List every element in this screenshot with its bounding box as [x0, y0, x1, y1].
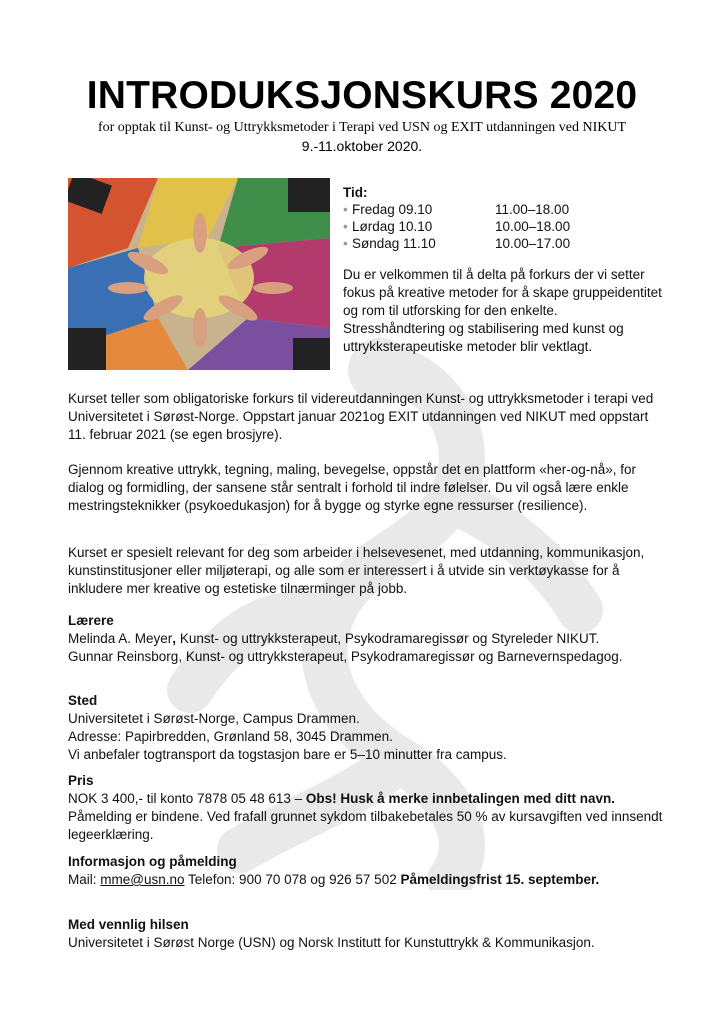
price-amount: NOK 3 400,- til konto 7878 05 48 613 – — [68, 791, 306, 806]
price-terms: Påmelding er bindene. Ved frafall grunnet sykdom tilbakebetales 50 % av kursavgiften ved innsendt legeerklæring. — [68, 809, 663, 842]
schedule-heading: Tid: — [343, 185, 368, 200]
teachers-section — [68, 612, 668, 666]
schedule-row — [343, 201, 673, 218]
paragraph-course-credit: Kurset teller som obligatoriske forkurs til videreutdanningen Kunst- og uttrykksmetoder i terapi ved Universitetet i Sørøst-Norge. Oppstart januar 2021og EXIT utdanningen ved NIKUT med oppstart 11. februar 2021 (se egen brosjyre). — [68, 391, 654, 442]
schedule-time: 11.00–18.00 — [495, 202, 570, 217]
mail-label: Mail: — [68, 872, 101, 887]
price-section — [68, 772, 668, 844]
paragraph-audience: Kurset er spesielt relevant for deg som arbeider i helsevesenet, med utdanning, kommunikasjon, kunstinstitusjoner eller miljøterapi, og alle som er interessert i å utvide sin verktøykasse for å inkludere mer kreative og estetiske tilnærminger på jobb. — [68, 545, 645, 596]
email-link[interactable]: mme@usn.no — [100, 872, 185, 887]
paragraph-methods: Gjennom kreative uttrykk, tegning, maling, bevegelse, oppstår det en plattform «her-og-nå», for dialog og formidling, der sansene står sentralt i forhold til indre følelser. Du vil også lære enkle mestringsteknikker (psykoedukasjon) for å bygge og styrke egne ressurser (resilience). — [68, 462, 637, 513]
teacher-1-comma: , — [172, 631, 177, 646]
schedule-row — [343, 235, 673, 252]
closing-section — [68, 916, 668, 952]
place-heading: Sted — [68, 693, 98, 708]
teacher-1 — [68, 630, 668, 648]
teacher-1-name: Melinda A. Meyer — [68, 631, 173, 646]
phone-numbers: Telefon: 900 70 078 og 926 57 502 — [184, 872, 401, 887]
schedule-time: 10.00–17.00 — [495, 236, 571, 251]
teacher-2: Gunnar Reinsborg, Kunst- og uttrykksterapeut, Psykodramaregissør og Barnevernspedagog. — [68, 649, 623, 664]
place-line-1: Universitetet i Sørøst-Norge, Campus Drammen. — [68, 711, 360, 726]
place-line-2: Adresse: Papirbredden, Grønland 58, 3045 Drammen. — [68, 729, 393, 744]
closing-text: Universitetet i Sørøst Norge (USN) og Norsk Institutt for Kunstuttrykk & Kommunikasjon. — [68, 935, 595, 950]
info-heading: Informasjon og påmelding — [68, 854, 237, 869]
bullet-icon: • — [343, 219, 348, 234]
price-text — [68, 790, 668, 844]
registration-deadline: Påmeldingsfrist 15. september. — [400, 872, 600, 887]
place-section — [68, 692, 668, 764]
price-notice: Obs! Husk å merke innbetalingen med ditt navn. — [305, 791, 615, 806]
place-line-3: Vi anbefaler togtransport da togstasjon bare er 5–10 minutter fra campus. — [68, 747, 507, 762]
page-subtitle: for opptak til Kunst- og Uttrykksmetoder i Terapi ved USN og EXIT utdanningen ved NIKUT — [97, 120, 627, 135]
course-photo — [68, 178, 330, 370]
schedule-day: Søndag 11.10 — [352, 236, 436, 251]
schedule-day: Lørdag 10.10 — [352, 219, 433, 234]
closing-heading: Med vennlig hilsen — [68, 917, 189, 932]
bullet-icon: • — [343, 236, 348, 251]
schedule-row — [343, 218, 673, 235]
bullet-icon: • — [343, 202, 348, 217]
intro-paragraph: Du er velkommen til å delta på forkurs der vi setter fokus på kreative metoder for å skape gruppeidentitet og rom til utforsking for den enkelte. Stresshåndtering og stabilisering med kunst og uttrykksterapeutiske metoder blir vektlagt. — [343, 267, 662, 354]
course-dates: 9.-11.oktober 2020. — [301, 138, 423, 154]
info-contact — [68, 871, 668, 889]
price-heading: Pris — [68, 773, 94, 788]
page-title: INTRODUKSJONSKURS 2020 — [86, 74, 638, 117]
schedule-day: Fredag 09.10 — [352, 202, 433, 217]
teachers-heading: Lærere — [68, 613, 114, 628]
schedule-time: 10.00–18.00 — [495, 219, 571, 234]
schedule — [343, 184, 673, 252]
teacher-1-role: Kunst- og uttrykksterapeut, Psykodramaregissør og Styreleder NIKUT. — [176, 631, 600, 646]
info-section — [68, 853, 668, 889]
